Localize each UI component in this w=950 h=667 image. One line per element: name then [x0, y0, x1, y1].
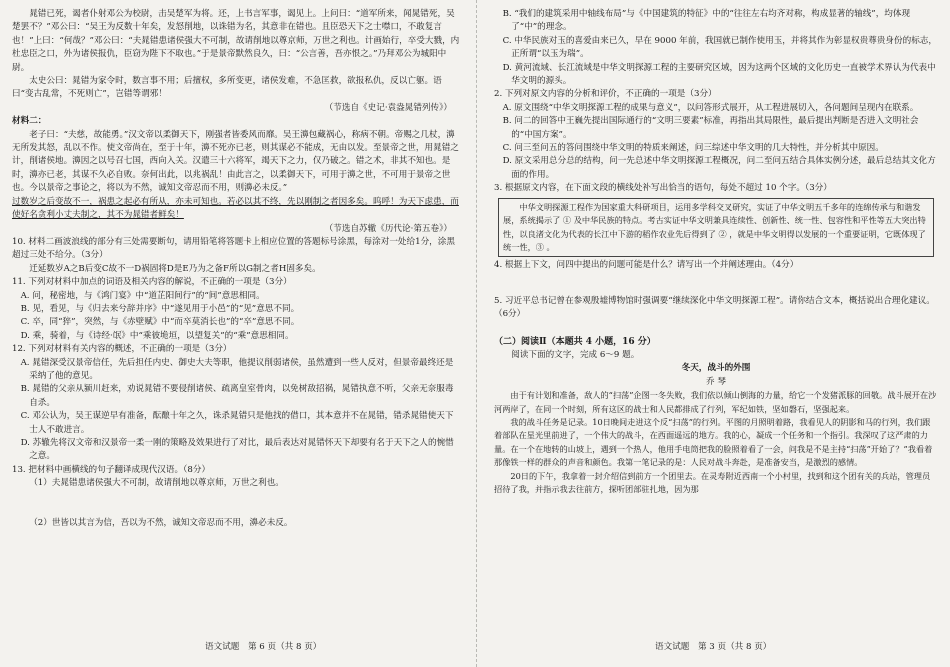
question-11-option-d: D. 乘，骑着，与《诗经·氓》中“乘彼垝垣，以望复关”的“乘”意思相同。 [20, 330, 294, 341]
question-13: 13. 把材料中画横线的句子翻译成现代汉语。（8分） [12, 464, 211, 475]
left-page-footer: 语文试题 第 6 页（共 8 页） [205, 642, 322, 652]
question-3-passage-box: 中华文明探源工程作为国家重大科研项目，运用多学科交叉研究，实证了中华文明五千多年的连绵传承与和谐发展，系统揭示了 ① 及中华民族的特点。考古实证中华文明兼具连续性、创新性、统一性、包容性和平性等五大突出特性，以良渚文化为代表的长江中下游的稻作农业先后得到了 ② ，就是中华文明得以发展的一个重要证明，它既体现了统一性，③ 。 [498, 198, 934, 258]
story-title: 冬天，战斗的外围 [681, 363, 751, 374]
question-3: 3. 根据原文内容，在下面文段的横线处补写出恰当的语句，每处不超过 10 个字。（3分） [494, 183, 832, 194]
question-2-option-b: B. 问二的回答中王巍先提出国际通行的“文明三要素”标准，再指出其局限性，最后提出判断是否进入文明社会的“中国方案”。 [502, 116, 919, 140]
question-13-part-2: （2）世皆以其言为信，吾以为不然，诚知文帝忍而不用，濞必未反。 [29, 517, 293, 528]
question-12-option-a: A. 晁错深受汉景帝信任，先后担任内史、御史大夫等职，他提议削弱诸侯，虽然遭到一些人反对，但景帝最终还是采纳了他的意见。 [20, 357, 454, 381]
source-citation-1: （节选自《史记·袁盎晁错列传》） [324, 102, 452, 113]
question-2-option-a: A. 原文围绕“中华文明探源工程的成果与意义”，以问答形式展开，从工程进展切入，各问题间呈现内在联系。 [502, 102, 919, 113]
material2-paragraph: 老子曰：“夫慈，故能勇。”汉文帝以柔御天下，刚强者皆委风而靡。吴王濞包藏祸心，称病不朝。帝赐之几杖，濞无所发其怒，乱以不作。使文帝尚在，至于十年，濞不死亦已老，则其谋必不能成，无由以发。至景帝之世，用晁错之计，削诸侯地。濞因之以号召七国，西向入关。汉遣三十六将军，竭天下之力，仅乃破之。错之术，非其不知也。是时，濞亦已老，其谋不久必自败。奈何出此，以兆祸乱！由此言之，以柔御天下，可用于濞之世，不可用于景帝之世也。今以景帝之事论之，将以为不然，诚知文帝忍而不用，则濞必未反。” [12, 129, 459, 194]
question-10: 10. 材料二画波浪线的部分有三处需要断句，请用铅笔将答题卡上相应位置的答题标号涂黑，每涂对一处给1分，涂黑超过三处不给分。（3分） [12, 236, 455, 261]
material1-paragraph-1: 晁错已死，谒者仆射邓公为校尉，击吴楚军为将。还，上书言军事，谒见上。上问曰：“道军所来，闻晁错死，吴楚罢不？”邓公曰：“吴王为反数十年矣，发怒削地，以诛错为名，其意非在错也。且臣恐天下之士噤口，不敢复言也！”上曰：“何哉？”邓公曰：“夫晁错患诸侯强大不可制，故请削地以尊京师，万世之利也。计画始行，卒受大戮，内杜忠臣之口，外为诸侯报仇，臣窃为陛下不取也。”于是景帝默然良久，曰：“公言善，吾亦恨之。”乃拜邓公为城阳中尉。 [12, 9, 460, 73]
question-11: 11. 下列对材料中加点的词语及相关内容的解说，不正确的一项是（3分） [12, 277, 292, 288]
question-5: 5. 习近平总书记曾在参观殷墟博物馆时强调要“继续深化中华文明探源工程”。请你结合文本，概括说出合理化建议。（6分） [494, 295, 935, 320]
question-2: 2. 下列对原文内容的分析和评价，不正确的一项是（3分） [494, 89, 717, 100]
right-page [494, 8, 938, 496]
question-11-option-b: B. 见，看见，与《归去来兮辞并序》中“遂见用于小邑”的“见”意思不同。 [20, 303, 300, 314]
story-paragraph-2: 我的战斗任务是记录。10日晚间走进这个反“扫荡”的行列。平图的月照明着路，我看见人的阴影和马的行列，我们跟着部队在星光里前进了，一个伟大的战斗，在西面遥远的地方。我的心，凝成一个任务和一个指引。我深叹了这严肃的力量。在一个在地转的山坡上，遇到一个热人，他用手电筒把我的脸照着看了一会，问我是不是主持“扫荡”开始了？”我看着那像铁一样的群众的声音和颜色。我第一笔记录的是：人民对战斗奔赴，是准备安当，是激烈的感情。 [494, 416, 933, 468]
question-12-option-c: C. 邓公认为，吴王谋逆早有准备，酝酿十年之久，诛杀晁错只是他找的借口，其本意并不在晁错，错杀晁错使天下士人不敢进言。 [20, 411, 454, 435]
question-12-option-d: D. 苏辙先将汉文帝和汉景帝一柔一刚的策略及效果进行了对比，最后表达对晁错怀天下却要有名于天下之人的惋惜之意。 [20, 438, 454, 462]
question-11-option-c: C. 卒，同“猝”，突然，与《赤壁赋》中“而卒莫消长也”的“卒”意思不同。 [20, 317, 300, 328]
question-1-option-c: C. 中华民族对玉的喜爱由来已久，早在 9000 年前，我国就已制作使用玉，并将其作为彰显权贵尊贵身份的标志，正所谓“以玉为瑞”。 [502, 35, 937, 60]
question-12-option-b: B. 晁错的父亲从颍川赶来，劝说晁错不要侵削诸侯、疏离皇室骨肉，以免树敌招祸，晁错执意不听，父亲无奈服毒自杀。 [20, 384, 454, 408]
material1-paragraph-2: 太史公曰：晁错为家令时，数言事不用；后擅权，多所变更，诸侯发难，不急匡救，欲报私仇，反以亡躯。语曰“变古乱常，不死则亡”，岂错等谓邪！ [12, 76, 442, 100]
right-page-footer: 语文试题 第 3 页（共 8 页） [655, 642, 772, 652]
story-author: 乔 琴 [706, 376, 726, 387]
source-citation-2: （节选自苏辙《历代论·第五卷》） [324, 223, 452, 234]
question-1-option-d: D. 黄河流域、长江流域是中华文明探源工程的主要研究区域，因为这两个区域的文化历史一直被学术界认为代表中华文明的源头。 [502, 62, 936, 87]
story-paragraph-1: 由于有计划和准备，敌人的“扫荡”企图一冬失败，我们依以倾山倒海的力量，给它一个发猪派豚的回敬。战斗展开在沙河两岸了，在同一个时刻，所有这区的战士和人民都排成了行列，军纪如铁，坚如磐石，坚强起来。 [494, 390, 937, 414]
question-10-sentence: 迁延数岁A之B后变C故不一D祸固将D是E乃为之备F所以G制之者H固多矣。 [29, 263, 321, 274]
left-page [12, 8, 460, 530]
question-13-part-1: （1）夫晁错患诸侯强大不可制，故请削地以尊京师，万世之利也。 [29, 478, 284, 489]
question-12: 12. 下列对材料有关内容的概述，不正确的一项是（3分） [12, 344, 232, 355]
story-paragraph-3: 20日的下午，我拿着一封介绍信到前方一个团里去。在灵寿附近西南一个小村里，找到和这个团有关的兵站，管理员招待了我，并指示我去往前方，探听团部驻扎地，因为那 [494, 470, 931, 494]
material2-title: 材料二： [12, 116, 47, 127]
question-4: 4. 根据上下文，问四中提出的问题可能是什么？请写出一个并阐述理由。（4分） [494, 260, 799, 271]
question-11-option-a: A. 问，秘密地，与《鸿门宴》中“道芷阳间行”的“间”意思相同。 [20, 290, 265, 301]
section-2-instruction: 阅读下面的文字，完成 6～9 题。 [511, 349, 640, 360]
section-2-title: （二）阅读Ⅱ（本题共 4 小题，16 分） [494, 336, 656, 347]
material2-underlined-sentence: 过数岁之后变故不一，祸患之起必有所从，亦未可知也。若必以其不终，先以刚制之者因多矣。呜呼！为天下虑患，而使好名贪利小丈夫制之，其不为晁错者鲜矣！ [12, 196, 459, 221]
question-2-option-c: C. 问三至问五的答问围绕中华文明的特质来阐述，问三综述中华文明的几大特性，并分析其中原因。 [502, 143, 884, 154]
page-fold-line [476, 0, 478, 667]
question-2-option-d: D. 原文采用总分总的结构，问一先总述中华文明探源工程概况，问二至问五结合具体实例分述，最后总结其文化方面的作用。 [502, 156, 936, 180]
question-1-option-b: B. “我们的建筑采用中轴线布局”与《中国建筑的特征》中的“往往左右均齐对称，构成显著的轴线”，均体现了“中”的理念。 [502, 9, 911, 33]
